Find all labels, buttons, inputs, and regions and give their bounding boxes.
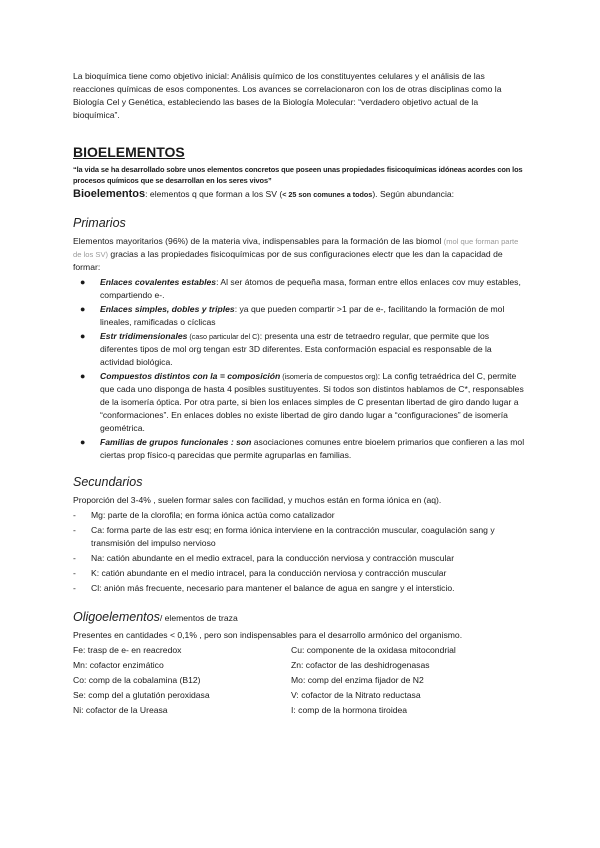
grid-cell: I: comp de la hormona tiroidea [291, 705, 408, 715]
grid-cell: Fe: trasp de e- en reacredox [73, 645, 182, 655]
oligoelementos-heading: Oligoelementos [73, 610, 160, 624]
item-text: Na: catión abundante en el medio extracel, para la conducción nerviosa y contracción muscular [91, 553, 455, 563]
item-text: : La config tetraédrica del C, permite que cada uno disponga de hasta 4 posibles sustituyentes. Si todos son distintos hablamos de C*, responsables de la isomería óptica. Por otra parte, si bien los enlaces simples de C presentan libertad de giro dando lugar a “conformaciones”. En enlaces dobles no existe libertad de giro dando lugar a “configuraciones” de isomería geométrica. [100, 371, 524, 433]
bullet-icon: ● [80, 371, 86, 381]
item-text: Cl: anión más frecuente, necesario para mantener el balance de agua en sangre y el intersticio. [91, 583, 455, 593]
grid-cell: Ni: cofactor de la Ureasa [73, 705, 168, 715]
dash-icon: - [73, 568, 76, 578]
primarios-intro-muted: (mol que forman parte de los SV) [73, 237, 519, 259]
grid-cell: Mo: comp del enzima fijador de N2 [291, 675, 424, 685]
primarios-intro-b: gracias a las propiedades fisicoquímicas por de sus configuraciones electr que les dan la capacidad de formar: [73, 249, 503, 272]
bullet-icon: ● [80, 304, 86, 314]
secundarios-list [73, 509, 526, 595]
bioelementos-definition [73, 188, 526, 201]
grid-cell: Co: comp de la cobalamina (B12) [73, 675, 201, 685]
list-item [73, 552, 526, 565]
grid-cell: V: cofactor de la Nitrato reductasa [291, 690, 421, 700]
bioelementos-def-small: < 25 son comunes a todos [282, 190, 373, 199]
oligoelementos-section [73, 609, 526, 717]
item-text: asociaciones comunes entre bioelem primarios que confieren a las mol ciertas prop físico-q parecidas que permite agruparlas en familias. [100, 437, 525, 460]
item-text: : Al ser átomos de pequeña masa, forman entre ellos enlaces cov muy estables, compartiendo e-. [100, 277, 521, 300]
list-item [73, 303, 526, 329]
item-term: Enlaces covalentes estables [100, 277, 217, 287]
item-note: (caso particular del C) [187, 332, 260, 341]
secundarios-heading: Secundarios [73, 475, 143, 489]
list-item [73, 567, 526, 580]
bioelementos-title: BIOELEMENTOS [73, 144, 185, 160]
bullet-icon: ● [80, 277, 86, 287]
list-item [73, 436, 526, 462]
item-text: K: catión abundante en el medio intracel, para la conducción nerviosa y contracción muscular [91, 568, 447, 578]
item-term: Compuestos distintos con la = composición [100, 371, 281, 381]
grid-cell: Zn: cofactor de las deshidrogenasas [291, 660, 430, 670]
item-text: : ya que pueden compartir >1 par de e-, facilitando la formación de mol lineales, ramificadas o cíclicas [100, 304, 505, 327]
bioelementos-term: Bioelementos [73, 188, 146, 200]
dash-icon: - [73, 583, 76, 593]
bioelementos-quote: “la vida se ha desarrollado sobre unos elementos concretos que poseen unas propiedades fisicoquímicas idóneas acordes con los procesos químicos que se desarrollan en los seres vivos” [73, 165, 523, 185]
bioelementos-def-b: ). Según abundancia: [372, 189, 455, 199]
intro-paragraph: La bioquímica tiene como objetivo inicial: Análisis químico de los constituyentes celulares y el análisis de las reacciones químicas de esos componentes. Los avances se correlacionaron con los de otras disciplinas como la Biología Cel y Genética, estableciendo las bases de la Biología Molecular: “verdadero objetivo actual de la bioquímica”. [73, 71, 502, 120]
oligoelementos-intro: Presentes en cantidades < 0,1% , pero son indispensables para el desarrollo armónico del organismo. [73, 630, 463, 640]
item-term: Estr tridimensionales [100, 331, 188, 341]
grid-cell: Mn: cofactor enzimático [73, 660, 164, 670]
list-item [73, 330, 526, 369]
dash-icon: - [73, 510, 76, 520]
item-text: : presenta una estr de tetraedro regular, que permite que los diferentes tipos de mol org tengan estr 3D diferentes. Esta conformación espacial es responsable de la actividad biológica. [100, 331, 492, 367]
item-term: Enlaces simples, dobles y triples [100, 304, 235, 314]
list-item [73, 276, 526, 302]
list-item [73, 370, 526, 435]
primarios-intro [73, 235, 526, 274]
item-term: Familias de grupos funcionales : son [100, 437, 252, 447]
grid-cell: Se: comp del a glutatión peroxidasa [73, 690, 210, 700]
grid-cell: Cu: componente de la oxidasa mitocondrial [291, 645, 456, 655]
dash-icon: - [73, 525, 76, 535]
secundarios-intro: Proporción del 3-4% , suelen formar sales con facilidad, y muchos están en forma iónica en (aq). [73, 495, 442, 505]
bullet-icon: ● [80, 437, 86, 447]
oligoelementos-grid [73, 644, 526, 717]
primarios-intro-a: Elementos mayoritarios (96%) de la materia viva, indispensables para la formación de las biomol [73, 236, 444, 246]
item-text: Ca: forma parte de las estr esq; en forma iónica interviene en la contracción muscular, coagulación sang y transmisión del impulso nervioso [91, 525, 495, 548]
bioelementos-def-a: : elementos q que forman a los SV ( [145, 189, 283, 199]
list-item [73, 524, 526, 550]
oligoelementos-header [73, 609, 526, 627]
item-text: Mg: parte de la clorofila; en forma iónica actúa como catalizador [91, 510, 335, 520]
list-item [73, 509, 526, 522]
oligoelementos-subtitle: / elementos de traza [159, 613, 238, 623]
list-item [73, 582, 526, 595]
primarios-list [73, 276, 526, 462]
bullet-icon: ● [80, 331, 86, 341]
primarios-heading: Primarios [73, 216, 126, 230]
item-note: (isomería de compuestos org) [280, 372, 378, 381]
dash-icon: - [73, 553, 76, 563]
